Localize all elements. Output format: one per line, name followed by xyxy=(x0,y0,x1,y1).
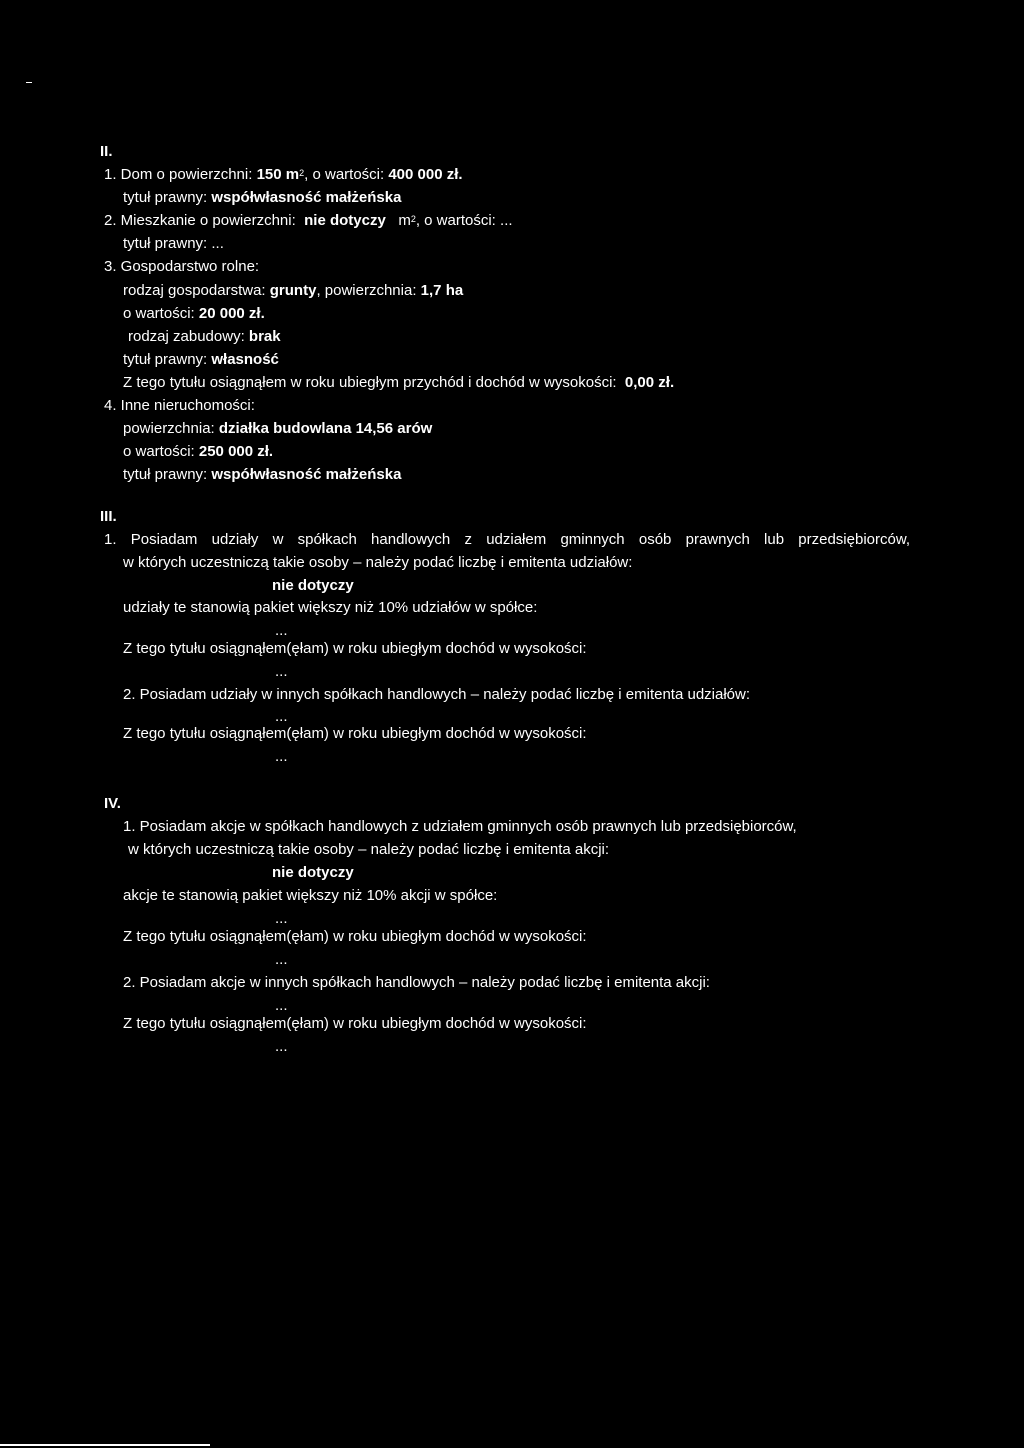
house-label: 1. Dom o powierzchni: xyxy=(104,166,253,183)
shares-pakiet-value: ... xyxy=(275,622,288,639)
house-value: 400 000 zł. xyxy=(388,166,463,183)
other-property-title-label: tytuł prawny: xyxy=(123,466,208,483)
house-line xyxy=(104,166,463,184)
other-shares-answer: ... xyxy=(275,708,288,725)
farm-area-label: , powierzchnia: xyxy=(316,282,417,299)
farm-heading: 3. Gospodarstwo rolne: xyxy=(104,258,260,275)
other-property-title-line xyxy=(123,466,401,484)
other-property-title-value: współwłasność małżeńska xyxy=(211,466,402,483)
shares-income-value: ... xyxy=(275,663,288,680)
flat-label: 2. Mieszkanie o powierzchni: xyxy=(104,212,296,229)
house-value-label: , o wartości: xyxy=(304,166,385,183)
stocks-pakiet-value: ... xyxy=(275,910,288,927)
other-property-area-line xyxy=(123,420,432,438)
shares-income-label: Z tego tytułu osiągnąłem(ęłam) w roku ubiegłym dochód w wysokości: xyxy=(123,640,587,657)
farm-type-value: grunty xyxy=(269,282,317,299)
section-iv-heading: IV. xyxy=(104,795,121,812)
farm-title-value: własność xyxy=(211,351,279,368)
stocks-answer: nie dotyczy xyxy=(272,864,354,881)
farm-title-label: tytuł prawny: xyxy=(123,351,208,368)
farm-build-line xyxy=(128,328,281,346)
house-area-sup: 2 xyxy=(299,168,305,178)
other-property-value-line xyxy=(123,443,273,461)
stocks-income-value: ... xyxy=(275,951,288,968)
flat-unit-sup: 2 xyxy=(410,214,416,224)
other-property-area-label: powierzchnia: xyxy=(123,420,215,437)
other-stocks-line: 2. Posiadam akcje w innych spółkach handlowych – należy podać liczbę i emitenta akcji: xyxy=(123,974,710,991)
flat-value-label: , o wartości: ... xyxy=(415,212,513,229)
farm-value-label: o wartości: xyxy=(123,305,195,322)
shares-line-2: w których uczestniczą takie osoby – należy podać liczbę i emitenta udziałów: xyxy=(123,554,633,571)
other-stocks-income-label: Z tego tytułu osiągnąłem(ęłam) w roku ubiegłym dochód w wysokości: xyxy=(123,1015,587,1032)
other-stocks-income-value: ... xyxy=(275,1038,288,1055)
scan-mark xyxy=(26,82,32,83)
stocks-pakiet-label: akcje te stanowią pakiet większy niż 10% akcji w spółce: xyxy=(123,887,498,904)
shares-answer: nie dotyczy xyxy=(272,577,354,594)
farm-value-line xyxy=(123,305,265,323)
stocks-income-label: Z tego tytułu osiągnąłem(ęłam) w roku ubiegłym dochód w wysokości: xyxy=(123,928,587,945)
house-title-line xyxy=(123,189,401,207)
section-ii-heading: II. xyxy=(100,143,113,160)
farm-type-label: rodzaj gospodarstwa: xyxy=(123,282,266,299)
flat-line xyxy=(104,212,513,230)
other-property-heading: 4. Inne nieruchomości: xyxy=(104,397,255,414)
farm-income-value: 0,00 zł. xyxy=(624,374,675,391)
house-area: 150 m xyxy=(256,166,300,183)
stocks-line-2: w których uczestniczą takie osoby – należy podać liczbę i emitenta akcji: xyxy=(128,841,610,858)
other-stocks-answer: ... xyxy=(275,997,288,1014)
farm-income-label: Z tego tytułu osiągnąłem w roku ubiegłym przychód i dochód w wysokości: xyxy=(123,374,617,391)
other-shares-line: 2. Posiadam udziały w innych spółkach handlowych – należy podać liczbę i emitenta udziałów: xyxy=(123,686,751,703)
other-property-value: 250 000 zł. xyxy=(198,443,274,460)
farm-type-line xyxy=(123,282,463,300)
flat-area: nie dotyczy xyxy=(304,212,386,229)
farm-area-value: 1,7 ha xyxy=(420,282,464,299)
farm-income-line xyxy=(123,374,674,392)
farm-build-label: rodzaj zabudowy: xyxy=(128,328,245,345)
house-title-value: współwłasność małżeńska xyxy=(211,189,402,206)
flat-unit: m xyxy=(398,212,411,229)
farm-title-line xyxy=(123,351,279,369)
shares-line-1: 1. Posiadam udziały w spółkach handlowych z udziałem gminnych osób prawnych lub przedsiębiorców, xyxy=(104,531,910,548)
other-shares-income-value: ... xyxy=(275,748,288,765)
shares-pakiet-label: udziały te stanowią pakiet większy niż 10% udziałów w spółce: xyxy=(123,599,538,616)
scan-edge-line xyxy=(0,1444,210,1446)
stocks-line-1: 1. Posiadam akcje w spółkach handlowych z udziałem gminnych osób prawnych lub przedsiębiorców, xyxy=(123,818,797,835)
flat-title: tytuł prawny: ... xyxy=(123,235,224,252)
farm-value: 20 000 zł. xyxy=(198,305,265,322)
other-property-area-value: działka budowlana 14,56 arów xyxy=(218,420,433,437)
other-shares-income-label: Z tego tytułu osiągnąłem(ęłam) w roku ubiegłym dochód w wysokości: xyxy=(123,725,587,742)
house-title-label: tytuł prawny: xyxy=(123,189,208,206)
other-property-value-label: o wartości: xyxy=(123,443,195,460)
section-iii-heading: III. xyxy=(100,508,117,525)
farm-build-value: brak xyxy=(248,328,281,345)
